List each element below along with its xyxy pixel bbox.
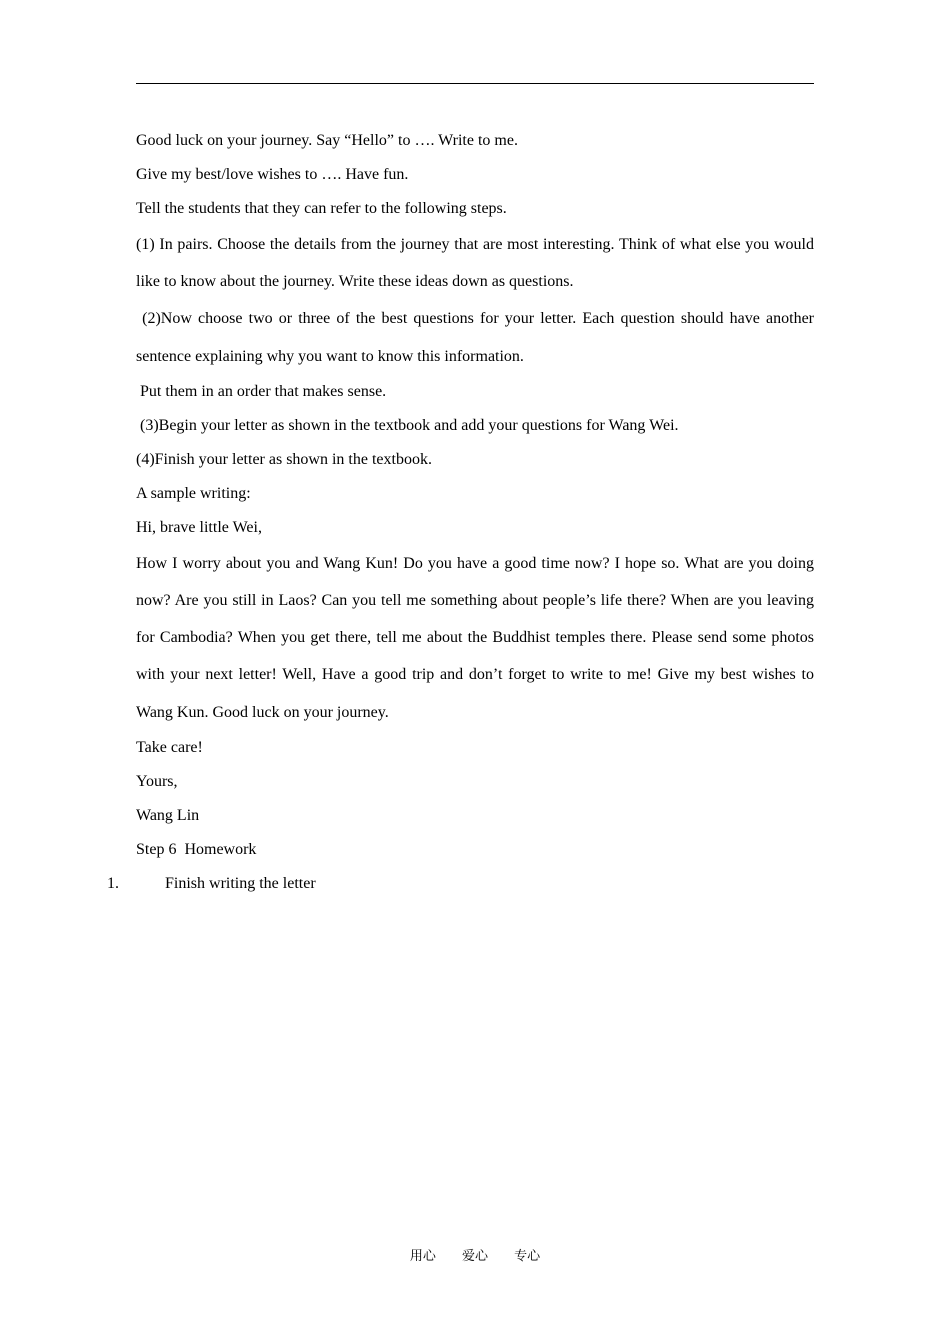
section-heading-homework: Step 6 Homework (136, 840, 257, 858)
page-footer (0, 1246, 950, 1268)
paragraph-best-wishes: Give my best/love wishes to …. Have fun. (136, 166, 409, 183)
paragraph-step-1: (1) In pairs. Choose the details from the journey that are most interesting. Think of what else you would like to know about the journey. Write these ideas down as questions. (136, 236, 818, 291)
paragraph-step-3: (3)Begin your letter as shown in the textbook and add your questions for Wang Wei. (136, 416, 679, 434)
footer-item: 用心 (409, 1249, 436, 1264)
footer-item: 专心 (514, 1249, 541, 1264)
letter-closing: Take care! (136, 738, 203, 756)
paragraph-step-4: (4)Finish your letter as shown in the textbook. (136, 450, 432, 468)
list-item-text: Finish writing the letter (165, 874, 316, 892)
paragraph-sample-heading: A sample writing: (136, 484, 251, 502)
paragraph-instructions: Tell the students that they can refer to the following steps. (136, 200, 507, 217)
paragraph-step-2: (2)Now choose two or three of the best questions for your letter. Each question should have another sentence explaining why you want to know this information. (136, 310, 818, 365)
letter-body: How I worry about you and Wang Kun! Do you have a good time now? I hope so. What are you doing now? Are you still in Laos? Can you tell me something about people’s life there? When are you leaving for Cambodia? When you get there, tell me about the Buddhist temples there. Please send some photos with your next letter! Well, Have a good trip and don’t forget to write to me! Give my best wishes to Wang Kun. Good luck on your journey. (136, 554, 818, 721)
letter-signature: Wang Lin (136, 806, 200, 824)
paragraph-order: Put them in an order that makes sense. (136, 382, 387, 400)
header-rule (136, 83, 814, 84)
list-item (107, 867, 814, 901)
paragraph-good-luck: Good luck on your journey. Say “Hello” to …. Write to me. (136, 132, 518, 149)
letter-greeting: Hi, brave little Wei, (136, 518, 262, 536)
document-body (107, 124, 818, 901)
list-item-number: 1. (107, 874, 119, 892)
footer-item: 爱心 (461, 1249, 488, 1264)
letter-signoff: Yours, (136, 772, 178, 790)
